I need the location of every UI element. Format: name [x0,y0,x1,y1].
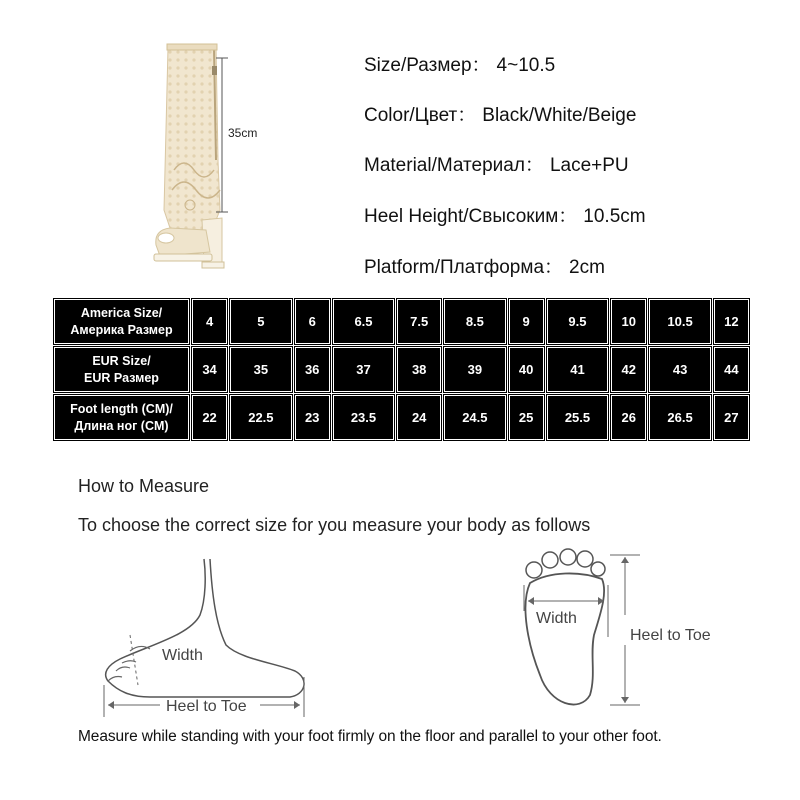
spec-size-label: Size/Размер： [364,55,491,76]
size-table-cell: 27 [714,395,749,440]
spec-platform-label: Platform/Платформа： [364,257,564,278]
lace-boot-icon [150,40,260,285]
size-table-cell: 35 [230,347,291,392]
spec-color-value: Black/White/Beige [482,105,637,126]
row-header-line2: Америка Размер [70,322,173,337]
size-table-cell: 26 [611,395,646,440]
row-header-line1: America Size/ [80,305,163,320]
spec-platform [364,252,605,279]
size-table-row-header [54,347,189,392]
spec-platform-value: 2cm [569,257,605,278]
side-length-label: Heel to Toe [166,698,247,715]
product-image [150,40,260,285]
row-header-line2: Длина ног (CM) [74,418,169,433]
size-table-cell: 22.5 [230,395,291,440]
size-table-cell: 41 [547,347,608,392]
foot-side-outline-icon [106,559,304,697]
size-table-cell: 24.5 [444,395,505,440]
size-table-cell: 24 [397,395,441,440]
size-chart-table [51,296,752,443]
row-header-line1: EUR Size/ [92,353,151,368]
size-table-row-header [54,395,189,440]
measure-subtitle: To choose the correct size for you measure your body as follows [78,515,591,535]
size-table-cell: 7.5 [397,299,441,344]
size-table-row [54,347,749,392]
size-table-row [54,395,749,440]
size-table-cell: 10.5 [649,299,710,344]
foot-sole-view-diagram [510,545,750,725]
size-table-cell: 9.5 [547,299,608,344]
size-table-cell: 38 [397,347,441,392]
sole-length-label: Heel to Toe [630,627,711,644]
spec-heel-height-label: Heel Height/Свысоким： [364,206,578,227]
size-table-cell: 44 [714,347,749,392]
size-table-cell: 23.5 [333,395,394,440]
size-table-cell: 6 [295,299,330,344]
size-table-cell: 25 [509,395,544,440]
size-table-row [54,299,749,344]
size-table-cell: 25.5 [547,395,608,440]
size-table-cell: 22 [192,395,227,440]
measure-note: Measure while standing with your foot firmly on the floor and parallel to your other foot. [78,728,662,745]
spec-size-value: 4~10.5 [496,55,556,76]
size-table-cell: 5 [230,299,291,344]
height-dimension-label: 35cm [228,126,258,140]
size-table-cell: 26.5 [649,395,710,440]
row-header-line1: Foot length (CM)/ [70,401,173,416]
size-table-cell: 40 [509,347,544,392]
sole-width-label: Width [536,610,577,627]
size-table-cell: 43 [649,347,710,392]
spec-material-label: Material/Материал： [364,155,544,176]
size-table-cell: 9 [509,299,544,344]
spec-heel-height-value: 10.5cm [583,206,646,227]
size-table-row-header [54,299,189,344]
size-table-cell: 23 [295,395,330,440]
foot-sole-outline-icon [525,573,604,704]
spec-size [364,50,555,77]
size-table-cell: 37 [333,347,394,392]
measure-title: How to Measure [78,476,210,496]
size-table-cell: 42 [611,347,646,392]
spec-color-label: Color/Цвет： [364,105,477,126]
spec-material [364,150,629,177]
row-header-line2: EUR Размер [84,370,159,385]
size-table-cell: 4 [192,299,227,344]
side-width-label: Width [162,647,203,664]
size-table-cell: 36 [295,347,330,392]
size-table-cell: 6.5 [333,299,394,344]
spec-heel-height [364,201,646,228]
size-table-cell: 12 [714,299,749,344]
foot-side-view-diagram [90,555,330,730]
spec-color [364,100,636,127]
size-table-cell: 34 [192,347,227,392]
spec-material-value: Lace+PU [549,155,629,176]
size-table-cell: 39 [444,347,505,392]
size-table-cell: 10 [611,299,646,344]
size-table-cell: 8.5 [444,299,505,344]
